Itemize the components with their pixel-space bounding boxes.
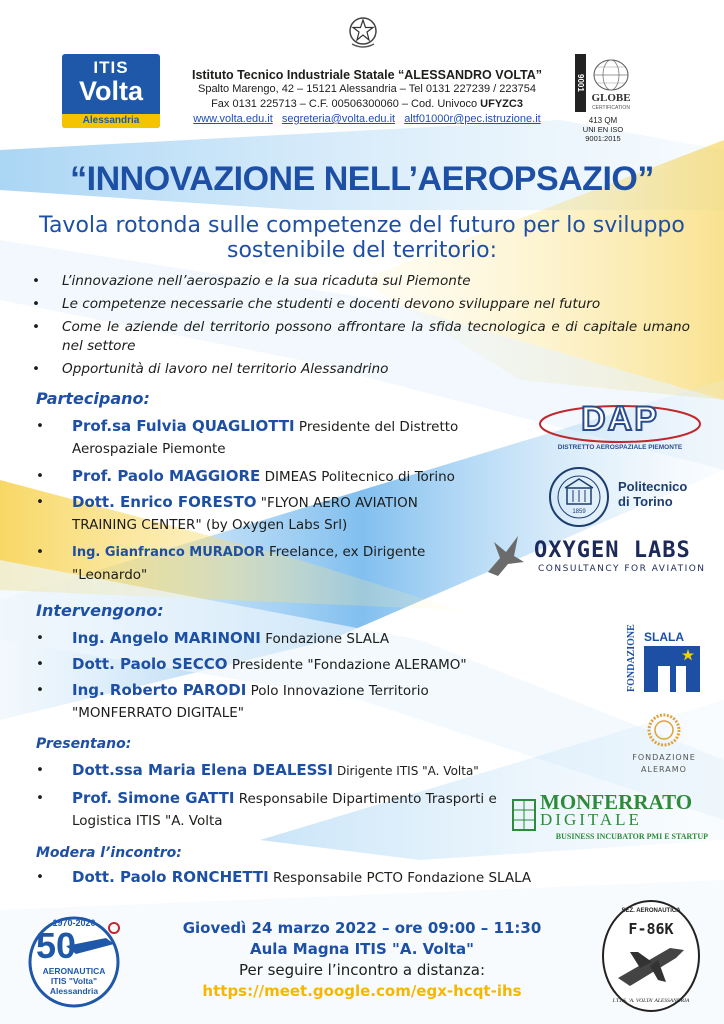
polito-logo: [548, 466, 708, 530]
bullet: •: [36, 656, 44, 672]
section-heading-intervengono: Intervengono:: [36, 601, 164, 620]
website-link[interactable]: www.volta.edu.it: [193, 113, 273, 125]
slala-side-label: FONDAZIONE: [626, 624, 637, 692]
speaker-name: Ing. Roberto PARODI: [72, 681, 247, 699]
institute-name: Istituto Tecnico Industriale Statale “ALESSANDRO VOLTA”: [191, 68, 543, 82]
cert-brand-sub: CERTIFICATION: [592, 105, 630, 111]
aleramo-name: [624, 752, 704, 776]
participant-role: Freelance, ex Dirigente "Leonardo": [72, 544, 426, 583]
aleramo-ring-icon: [646, 712, 682, 748]
anniv-years: 1970-2020: [52, 918, 96, 928]
presenter-item: [36, 787, 506, 832]
anniv-number: 50: [36, 925, 77, 966]
participant-name: Ing. Gianfranco MURADOR: [72, 545, 265, 560]
aleramo-line2: ALERAMO: [641, 765, 687, 774]
slala-building-icon: [644, 646, 700, 692]
participant-role: "FLYON AERO AVIATION TRAINING CENTER" (by Oxygen Labs Srl): [72, 495, 418, 533]
univoco-code: UFYZC3: [480, 98, 523, 110]
monferrato-grid-icon: [512, 796, 538, 832]
moderator-role: Responsabile PCTO Fondazione SLALA: [268, 870, 532, 886]
dap-text: DAP: [581, 400, 659, 438]
pegasus-icon: [484, 532, 528, 578]
bullet: •: [36, 682, 44, 698]
event-remote-note: Per seguire l’incontro a distanza:: [238, 961, 486, 979]
dap-caption: DISTRETTO AEROSPAZIALE PIEMONTE: [557, 444, 683, 451]
cert-standard: UNI EN ISO 9001:2015: [582, 125, 624, 143]
cert-brand: GLOBE: [591, 92, 631, 104]
globe-icon: [591, 58, 631, 92]
bullet: •: [36, 418, 44, 434]
speaker-role: Fondazione SLALA: [260, 631, 390, 647]
speaker-role: Presidente "Fondazione ALERAMO": [227, 657, 467, 673]
aleramo-line1: FONDAZIONE: [632, 753, 696, 762]
speaker-item: [36, 627, 516, 650]
slala-name: SLALA: [644, 630, 684, 644]
section-heading-partecipano: Partecipano:: [36, 389, 150, 408]
event-date: Giovedì 24 marzo 2022 – ore 09:00 – 11:30: [182, 919, 542, 937]
speaker-name: Dott. Paolo SECCO: [72, 655, 228, 673]
participant-role: Presidente del Distretto Aerospaziale Piemonte: [72, 419, 459, 457]
moderator-item: [36, 866, 616, 889]
institute-address: Spalto Marengo, 42 – 15121 Alessandria – Tel 0131 227239 / 223754: [197, 83, 536, 95]
monf-line1: MONFERRATO: [540, 790, 693, 814]
f86-top-label: SEZ. AERONAUTICA: [621, 908, 681, 914]
presenter-item: [36, 759, 516, 782]
meet-link[interactable]: https://meet.google.com/egx-hcqt-ihs: [202, 982, 522, 1000]
cert-code: 413 QM: [588, 116, 618, 125]
monf-line3: BUSINESS INCUBATOR PMI E STARTUP: [555, 832, 708, 841]
logo-line1: ITIS: [93, 58, 129, 77]
anniversary-50-logo: [26, 914, 128, 1008]
email-link[interactable]: segreteria@volta.edu.it: [281, 113, 396, 125]
participant-name: Dott. Enrico FORESTO: [72, 493, 257, 511]
page-subtitle: Tavola rotonda sulle competenze del futuro per lo sviluppo sostenibile del territorio:: [39, 213, 685, 263]
globe-certification-logo: [570, 54, 636, 143]
polito-line2: di Torino: [618, 494, 673, 509]
oxygen-labs-sub: CONSULTANCY FOR AVIATION: [538, 564, 706, 574]
section-heading-modera: Modera l’incontro:: [36, 845, 182, 861]
republic-emblem-icon: [346, 14, 380, 50]
cert-side-label: 9001: [575, 54, 586, 112]
anniv-line3: Alessandria: [49, 986, 99, 996]
anniv-line1: AERONAUTICA: [42, 966, 106, 976]
speaker-item: [36, 679, 506, 724]
event-info: [160, 918, 564, 1002]
speaker-item: [36, 653, 516, 676]
speaker-name: Ing. Angelo MARINONI: [72, 629, 261, 647]
participant-role: DIMEAS Politecnico di Torino: [260, 469, 455, 485]
presenter-role: Dirigente ITIS "A. Volta": [333, 764, 479, 778]
pec-link[interactable]: altf01000r@pec.istruzione.it: [404, 113, 541, 125]
bullet: •: [36, 790, 44, 806]
participant-item: [36, 541, 476, 586]
bullet: •: [36, 468, 44, 484]
anniv-line2: ITIS "Volta": [50, 976, 98, 986]
topic-item: • Le competenze necessarie che studenti e docenti devono sviluppare nel futuro: [30, 295, 690, 314]
itis-volta-logo: [62, 54, 160, 128]
event-place: Aula Magna ITIS "A. Volta": [250, 940, 474, 958]
anniv-caption: [30, 966, 118, 996]
logo-line2: Volta: [78, 76, 143, 106]
institute-fax: [172, 97, 562, 112]
slala-logo: [626, 624, 706, 694]
polito-name: [618, 479, 687, 509]
polito-year: 1859: [572, 509, 586, 515]
monferrato-digitale-logo: [512, 792, 708, 844]
participant-item: [36, 491, 476, 536]
presenter-role: Responsabile Dipartimento Trasporti e Logistica ITIS "A. Volta: [72, 791, 497, 829]
bullet: •: [36, 630, 44, 646]
bullet: •: [36, 869, 44, 885]
monf-line2: DIGITALE: [540, 810, 642, 829]
dap-logo: [536, 398, 704, 456]
presenter-name: Dott.ssa Maria Elena DEALESSI: [72, 761, 334, 779]
aleramo-logo: [624, 712, 704, 778]
oxygen-labs-logo: [484, 532, 708, 580]
f86-model: F-86K: [628, 920, 674, 938]
bullet: •: [36, 762, 44, 778]
page-title: “INNOVAZIONE NELL’AEROPSAZIO”: [70, 160, 654, 198]
institute-links: [172, 112, 562, 127]
f86k-logo: [600, 898, 702, 1014]
f86k-badge-icon: [600, 898, 702, 1014]
topics-list: [30, 272, 690, 383]
fax-text: Fax 0131 225713 – C.F. 00506300060 – Cod. Univoco: [211, 98, 481, 110]
speaker-role: Polo Innovazione Territorio "MONFERRATO DIGITALE": [72, 683, 429, 721]
section-heading-presentano: Presentano:: [36, 736, 132, 752]
oxygen-labs-name: OXYGEN LABS: [534, 538, 691, 563]
participant-item: [36, 415, 516, 460]
presenter-name: Prof. Simone GATTI: [72, 789, 235, 807]
moderator-name: Dott. Paolo RONCHETTI: [72, 868, 269, 886]
f86-bottom-label: I.T.I.S. 'A. VOLTA' ALESSANDRIA: [612, 998, 690, 1004]
logo-line3: Alessandria: [62, 114, 160, 128]
polito-line1: Politecnico: [618, 479, 688, 494]
participant-item: [36, 465, 516, 488]
participant-name: Prof. Paolo MAGGIORE: [72, 467, 261, 485]
bullet: •: [36, 544, 44, 560]
institute-info: [172, 68, 562, 127]
polito-seal-icon: [548, 466, 610, 528]
topic-item: • Come le aziende del territorio possono affrontare la sfida tecnologica e di capitale umano nel settore: [30, 318, 690, 356]
topic-item: • L’innovazione nell’aerospazio e la sua ricaduta sul Piemonte: [30, 272, 690, 291]
bullet: •: [36, 494, 44, 510]
participant-name: Prof.sa Fulvia QUAGLIOTTI: [72, 417, 295, 435]
globe-mark: [573, 54, 633, 116]
topic-item: • Opportunità di lavoro nel territorio Alessandrino: [30, 360, 690, 379]
